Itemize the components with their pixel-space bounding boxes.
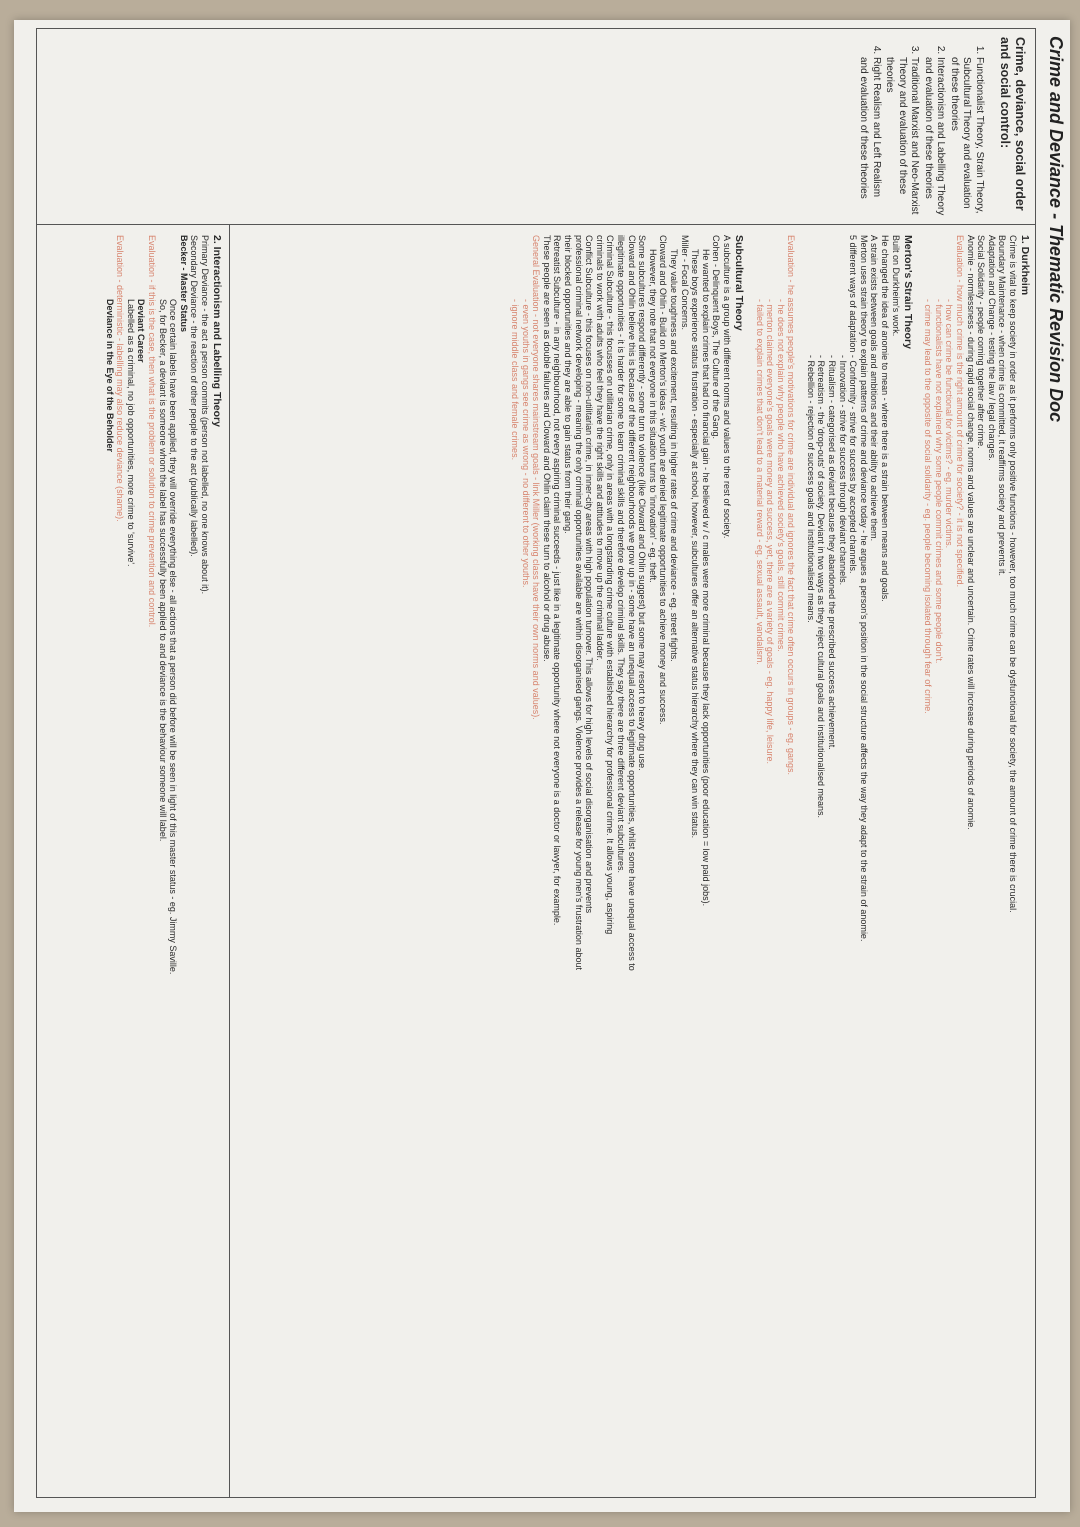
note-line: A strain exists between goals and ambitions and their ability to achieve them.	[869, 235, 880, 542]
note-line: Labelled as a criminal, no job opportunities, more crime to 'survive'.	[125, 299, 136, 567]
evaluation-line: - functionalists have not explained why some people commit crimes and some people don't.	[933, 299, 944, 664]
evaluation-line: Evaluation - if this is the case, then what is the problem or solution to crime prevention and control.	[147, 235, 158, 628]
note-line: He wanted to explain crimes that had no financial gain - he believed w / c males were more criminal because they lack opportunities (poor education = low paid jobs).	[700, 249, 711, 907]
evaluation-line: General Evaluation - not everyone shares mainstream goals - link Miller (working class have their own norms and values).	[531, 235, 542, 720]
note-line: Cloward and Ohlin - Build on Merton's ideas - w/c youth are denied legitimate opportunities to achieve money and success.	[658, 235, 669, 725]
topic-item: 4. Right Realism and Left Realism and evaluation of these theories	[857, 57, 882, 216]
evaluation-line: - ignore middle class and female crimes.	[510, 299, 521, 461]
evaluation-line: - how can crime be functional for victims? - eg. murder victims.	[944, 299, 955, 549]
note-line: Conflict Subculture - this focuses on non-utilitarian crime, in inner-city areas with high population turnover. This allows for high levels of social disorganisation and prevents	[584, 235, 595, 914]
note-line: criminals to work with adults who feel they have the right skills and attitudes to move up the criminal ladder.	[594, 235, 605, 661]
note-line: However, they note that not everyone in this situation turns to 'innovation' - eg. theft.	[647, 249, 658, 583]
revision-table	[36, 28, 1036, 1498]
notes-column	[37, 225, 1035, 1497]
adaptation-line: - Ritualism - categorised as deviant because they abandoned the prescribed success achievement.	[827, 355, 838, 750]
topic-item: 2. Interactionism and Labelling Theory and evaluation of these theories	[922, 57, 947, 216]
note-line: Cohen - Delinquent Boys, The Culture of the Gang.	[711, 235, 722, 439]
note-line: Some subcultures respond differently - some turn to violence (like Cloward and Ohlin suggest) but some may resort to heavy drug use.	[637, 235, 648, 771]
merton-heading: Merton's Strain Theory	[901, 235, 914, 349]
adaptation-line: - Rebellion - rejection of success goals and institutionalised means.	[805, 355, 816, 623]
note-line: Boundary Maintenance - when crime is committed, it reaffirms society and prevents it.	[997, 235, 1008, 576]
note-line: Secondary Deviance - the reaction of other people to the act (publically labelled).	[189, 235, 200, 557]
note-line: These people are seen as double failures and Cloward and Ohlin claim these turn to alcohol or drug abuse.	[541, 235, 552, 662]
evaluation-line: - even youths in gangs see crime as wrong - no different to other youths.	[520, 299, 531, 588]
note-line: Retreatist Subculture - in any neighbourhood, not every aspiring criminal succeeds - just like in a legitimate opportunity where not everyone is a doctor or lawyer, for example.	[552, 235, 563, 926]
note-line: Adaptation and Change - testing the law / legal changes.	[986, 235, 997, 461]
topic-item: 3. Traditional Marxist and Neo-Marxist Theory and evaluation of these theories	[883, 57, 921, 216]
note-line: their blocked opportunities and they are able to gain status from their gang.	[563, 235, 574, 534]
note-line: Social Solidarity - people coming together after crime.	[976, 235, 987, 449]
rotated-document	[14, 20, 1070, 1512]
note-line: Primary Deviance - the act a person commits (person not labelled, no one knows about it).	[200, 235, 210, 595]
topic-list	[857, 37, 985, 216]
note-line: These boys experience status frustration - especially at school, however, subcultures offer an alternative status hierarchy where they can win status.	[690, 249, 701, 839]
document-title: Crime and Deviance - Thematic Revision Doc	[1046, 36, 1066, 423]
evaluation-line: - he does not explain why people who have achieved society's goals, still commit crimes.	[775, 299, 786, 652]
note-line: Deviant Career	[136, 299, 147, 363]
evaluation-line: - failed to explain crimes that don't lead to a material reward - eg. sexual assault, vandalism.	[754, 299, 765, 665]
functionalism-section	[229, 225, 1035, 1497]
note-line: professional criminal network developing - meaning the only criminal opportunities available are within disorganised gangs. Violence provides a release for young men's frustration about	[573, 235, 584, 970]
note-line: Once certain labels have been applied, they will override everything else - all actions that a person did before will be seen in light of this master status - eg. Jimmy Saville.	[168, 299, 179, 975]
evaluation-line: - merton claimed everyone's goals were money and success, yet, there are a variety of goals - eg. happy life, leisure.	[765, 299, 776, 764]
note-line: Anomie - normlessness - during rapid social change, norms and values are unclear and uncertain. Crime rates will increase during periods of anomie.	[965, 235, 976, 830]
note-line: 5 different ways of adaptation - Conformity - strive for success by accepted channels.	[848, 235, 859, 574]
labelling-section	[98, 225, 229, 1497]
evaluation-line: Evaluation - he assumes people's motivations for crime are individual and ignores the fact that crime often occurs in groups - eg. gangs.	[786, 235, 797, 775]
document-page	[14, 20, 1070, 1512]
subcultural-heading: Subcultural Theory	[732, 235, 745, 331]
adaptation-line: - Innovation - strive for success through deviant channels.	[837, 355, 848, 586]
note-line: Deviance in the Eye of the Beholder	[104, 299, 115, 453]
topic-item: 1. Functionalist Theory, Strain Theory, Subcultural Theory and evaluation of these theories	[948, 57, 986, 216]
note-line: They value toughness and excitement, resulting in higher rates of crime and deviance - eg. street fights.	[668, 249, 679, 662]
note-line: Criminal Subculture - this focusses on utilitarian crime, only in areas with a longstanding crime culture with established hierarchy for professional crime. It allows young, aspiring	[605, 235, 616, 935]
topic-heading: Crime, deviance, social order and social control:	[998, 37, 1027, 211]
note-line: illegitimate opportunities - it is harder for some to learn criminal skills and therefore develop criminal skills. They say there are three different deviant subcultures.	[616, 235, 626, 873]
topic-column	[37, 29, 1035, 225]
evaluation-line: - crime may lead to the opposite of social solidarity - eg. people becoming isolated through fear of crime.	[923, 299, 934, 714]
evaluation-line: Evaluation - how much crime is the right amount of crime for society? - it is not specified.	[955, 235, 966, 588]
note-line: Cloward and Ohlin believe this is because of the different neighbourhoods we grow up in - some have an unequal access to legitimate opportunities, whilst some have unequal access to	[626, 235, 637, 971]
durkheim-heading: 1. Durkheim	[1019, 235, 1031, 296]
note-line: He changed the idea of anomie to mean - where there is a strain between means and goals.	[880, 235, 891, 602]
note-line: Merton uses strain theory to explain patterns of crime and deviance today - he argues a person's position in the social structure affects the way they adapt to the strain of anomie.	[858, 235, 869, 942]
note-line: A subculture is a group with different norms and values to the rest of society.	[721, 235, 732, 539]
note-line: So, for Becker, a deviant is someone whom the label has successfully been applied to and deviance is the behaviour someone will label.	[157, 299, 168, 842]
note-line: Becker - Master Status	[178, 235, 189, 333]
adaptation-line: - Retreatism - the 'drop-outs' of society. Deviant in two ways as they reject cultural goals and institutionalised means.	[816, 355, 827, 818]
labelling-heading: 2. Interactionism and Labelling Theory	[211, 235, 223, 427]
evaluation-line: Evaluation - deterministic - labelling may also reduce deviance (shame).	[115, 235, 126, 522]
note-line: Miller - Focal Concerns.	[679, 235, 690, 331]
note-line: Built on Durkheim's work.	[890, 235, 901, 337]
note-line: Crime is vital to keep society in order as it performs only positive functions - however, too much crime can be dysfunctional for society, the amount of crime there is crucial.	[1008, 235, 1018, 913]
